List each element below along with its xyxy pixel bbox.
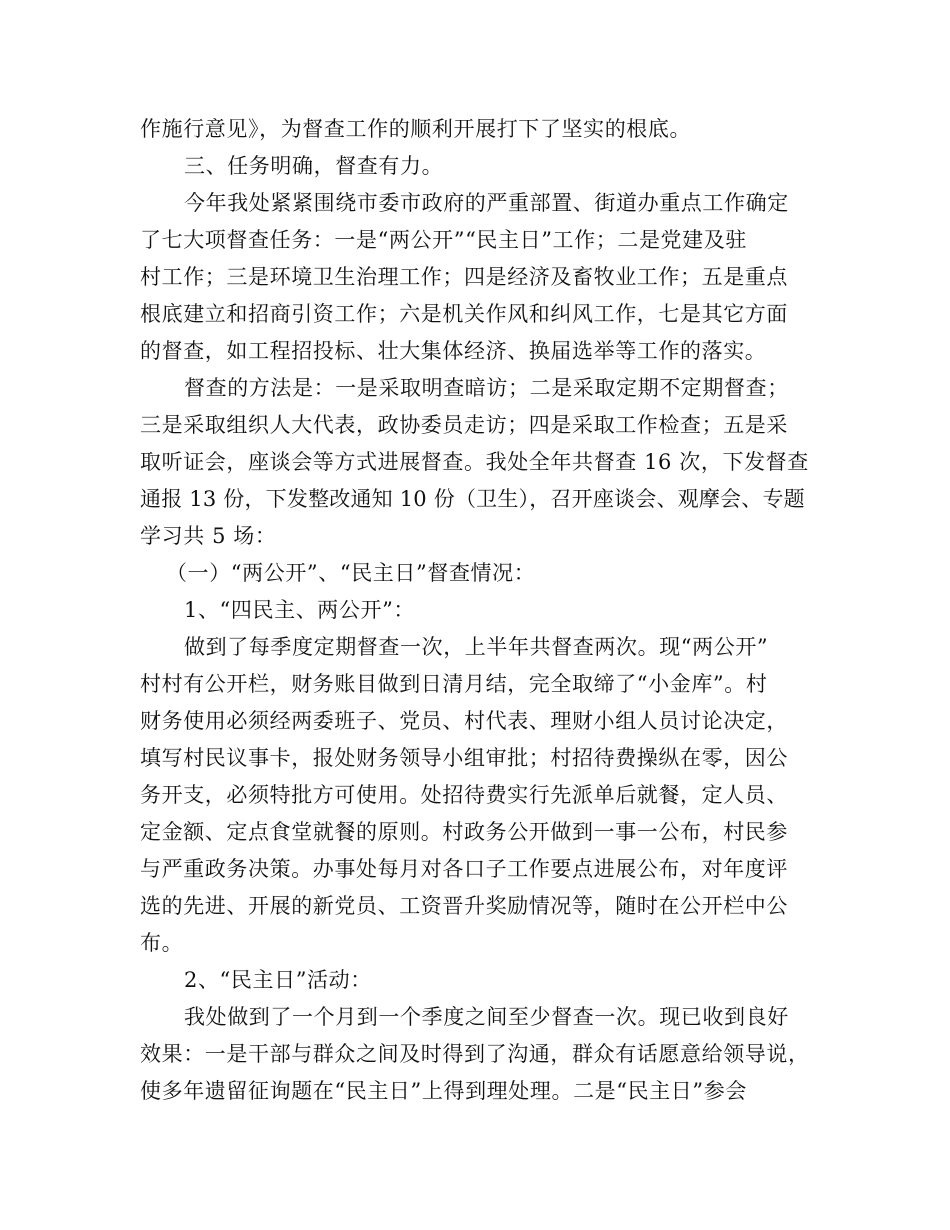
text-line: 村村有公开栏，财务账目做到日清月结，完全取缔了“小金库”。村 <box>140 672 768 696</box>
text-line: 选的先进、开展的新党员、工资晋升奖励情况等，随时在公开栏中公 <box>140 894 788 918</box>
text-line: 做到了每季度定期督查一次，上半年共督查两次。现“两公开” <box>184 635 769 659</box>
text-line: 今年我处紧紧围绕市委市政府的严重部置、街道办重点工作确定 <box>184 191 789 215</box>
item-heading: 1、“四民主、两公开”： <box>184 598 416 622</box>
text-line: 学习共 5 场： <box>140 524 277 548</box>
text-line: 村工作；三是环境卫生治理工作；四是经济及畜牧业工作；五是重点 <box>140 265 788 289</box>
item-heading: 2、“民主日”活动： <box>184 968 372 992</box>
text-line: 根底建立和招商引资工作；六是机关作风和纠风工作，七是其它方面 <box>140 302 788 326</box>
text-line: 布。 <box>140 931 184 955</box>
text-line: 三是采取组织人大代表，政协委员走访；四是采取工作检查；五是采 <box>140 413 788 437</box>
text-line: 填写村民议事卡，报处财务领导小组审批；村招待费操纵在零，因公 <box>140 746 788 770</box>
text-line: 与严重政务决策。办事处每月对各口子工作要点进展公布，对年度评 <box>140 857 788 881</box>
text-line: 财务使用必须经两委班子、党员、村代表、理财小组人员讨论决定， <box>140 709 788 733</box>
text-line: 取听证会，座谈会等方式进展督查。我处全年共督查 16 次，下发督查 <box>140 450 809 474</box>
text-line: 定金额、定点食堂就餐的原则。村政务公开做到一事一公布，村民参 <box>140 820 788 844</box>
text-line: 督查的方法是：一是采取明查暗访；二是采取定期不定期督查； <box>184 376 789 400</box>
text-line: 作施行意见》，为督查工作的顺利开展打下了坚实的根底。 <box>140 117 692 141</box>
text-line: 了七大项督查任务：一是“两公开”“民主日”工作；二是党建及驻 <box>140 228 747 252</box>
text-line: 效果：一是干部与群众之间及时得到了沟通，群众有话愿意给领导说， <box>140 1042 810 1066</box>
text-line: 使多年遗留征询题在“民主日”上得到理处理。二是“民主日”参会 <box>140 1079 747 1103</box>
subsection-heading: （一）“两公开”、“民主日”督查情况： <box>166 561 536 585</box>
text-line: 我处做到了一个月到一个季度之间至少督查一次。现已收到良好 <box>184 1005 789 1029</box>
section-heading: 三、任务明确，督查有力。 <box>184 154 444 178</box>
text-line: 通报 13 份，下发整改通知 10 份（卫生），召开座谈会、观摩会、专题 <box>140 487 805 511</box>
text-line: 的督查，如工程招投标、壮大集体经济、换届选举等工作的落实。 <box>140 339 767 363</box>
text-line: 务开支，必须特批方可使用。处招待费实行先派单后就餐，定人员、 <box>140 783 788 807</box>
